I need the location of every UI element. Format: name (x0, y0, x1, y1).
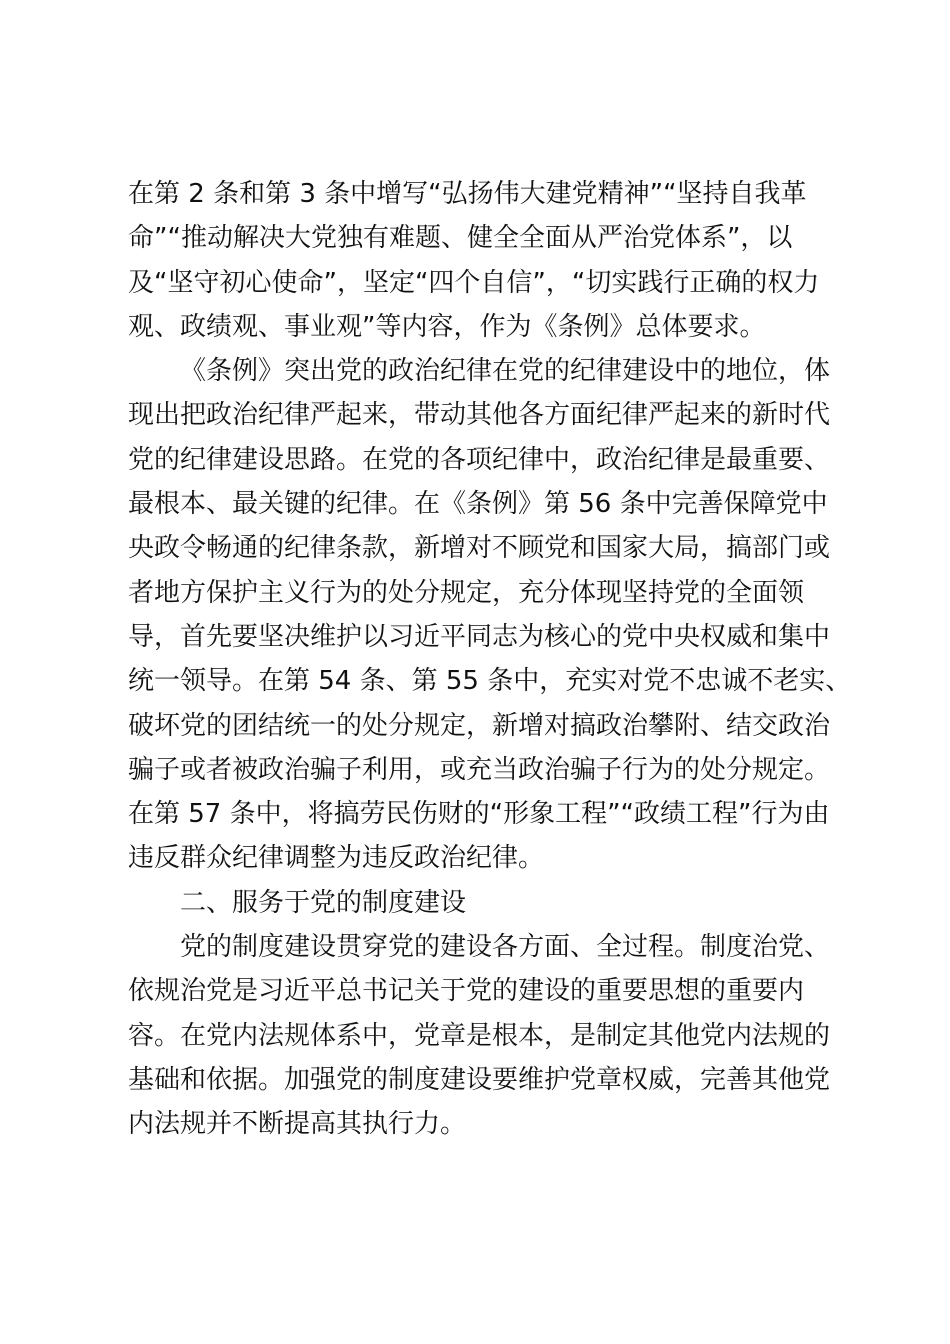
text-line: 现出把政治纪律严起来，带动其他各方面纪律严起来的新时代 (128, 400, 831, 431)
document-body (128, 172, 852, 1147)
text-line: 导，首先要坚决维护以习近平同志为核心的党中央权威和集中 (128, 621, 831, 652)
text-line: 观、政绩观、事业观”等内容，作为《条例》总体要求。 (128, 311, 766, 342)
text-line: 命”“推动解决大党独有难题、健全全面从严治党体系”，以 (128, 223, 793, 254)
text-line: 统一领导。在第 54 条、第 55 条中，充实对党不忠诚不老实、 (128, 666, 852, 697)
paragraph-first-line: 《条例》突出党的政治纪律在党的纪律建设中的地位，体 (180, 356, 831, 387)
text-line: 最根本、最关键的纪律。在《条例》第 56 条中完善保障党中 (128, 489, 828, 520)
text-line: 内法规并不断提高其执行力。 (128, 1109, 467, 1140)
text-line: 在第 57 条中，将搞劳民伤财的“形象工程”“政绩工程”行为由 (128, 799, 830, 830)
text-line: 破坏党的团结统一的处分规定，新增对搞政治攀附、结交政治 (128, 710, 831, 741)
text-line: 在第 2 条和第 3 条中增写“弘扬伟大建党精神”“坚持自我革 (128, 179, 807, 209)
paragraph-first-line: 党的制度建设贯穿党的建设各方面、全过程。制度治党、 (180, 932, 831, 963)
text-line: 骗子或者被政治骗子利用，或充当政治骗子行为的处分规定。 (128, 754, 831, 785)
text-line: 违反群众纪律调整为违反政治纪律。 (128, 843, 545, 874)
text-line: 者地方保护主义行为的处分规定，充分体现坚持党的全面领 (128, 577, 805, 608)
text-line: 央政令畅通的纪律条款，新增对不顾党和国家大局，搞部门或 (128, 533, 831, 564)
section-heading: 二、服务于党的制度建设 (180, 887, 467, 918)
text-line: 及“坚守初心使命”，坚定“四个自信”，“切实践行正确的权力 (128, 267, 820, 298)
text-line: 党的纪律建设思路。在党的各项纪律中，政治纪律是最重要、 (128, 444, 831, 475)
text-line: 容。在党内法规体系中，党章是根本，是制定其他党内法规的 (128, 1020, 831, 1051)
text-line: 依规治党是习近平总书记关于党的建设的重要思想的重要内 (128, 976, 805, 1007)
text-line: 基础和依据。加强党的制度建设要维护党章权威，完善其他党 (128, 1064, 831, 1095)
